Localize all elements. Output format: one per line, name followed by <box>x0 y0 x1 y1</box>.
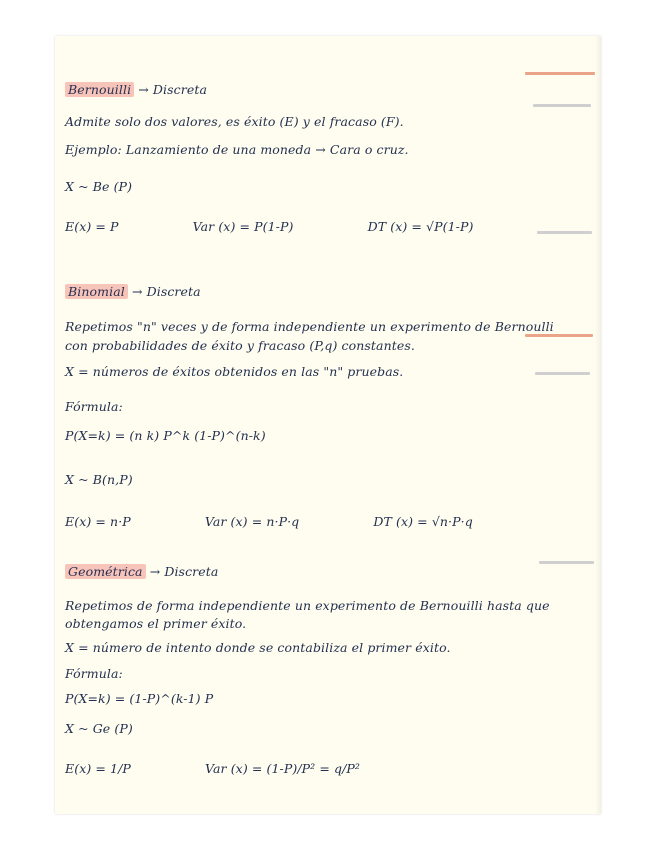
geometric-title: Geométrica <box>65 564 146 579</box>
binomial-type: → Discreta <box>131 284 201 299</box>
geometric-description-2: obtengamos el primer éxito. <box>65 616 247 631</box>
bernoulli-variance: Var (x) = P(1-P) <box>192 219 294 234</box>
binomial-description-2: con probabilidades de éxito y fracaso (P,q) constantes. <box>65 338 415 353</box>
binomial-title: Binomial <box>65 284 128 299</box>
binomial-formula: P(X=k) = (n k) P^k (1-P)^(n-k) <box>65 428 266 443</box>
geometric-formula: P(X=k) = (1-P)^(k-1) P <box>65 691 214 706</box>
binomial-heading <box>65 284 201 299</box>
page-tab-marker <box>539 561 594 564</box>
binomial-description-1: Repetimos "n" veces y de forma independiente un experimento de Bernoulli <box>65 319 554 334</box>
bernoulli-type: → Discreta <box>138 82 207 97</box>
bernoulli-example: Ejemplo: Lanzamiento de una moneda → Cara o cruz. <box>65 142 409 157</box>
page-tab-marker <box>525 334 593 337</box>
binomial-expectation: E(x) = n·P <box>65 514 131 529</box>
page-edge <box>595 36 601 814</box>
bernoulli-heading <box>65 82 207 97</box>
geometric-expectation: E(x) = 1/P <box>65 761 131 776</box>
binomial-variance: Var (x) = n·P·q <box>204 514 300 529</box>
geometric-variable: X = número de intento donde se contabiliza el primer éxito. <box>65 640 451 655</box>
binomial-variable: X = números de éxitos obtenidos en las "n" pruebas. <box>65 364 404 379</box>
page-tab-marker <box>533 104 591 107</box>
binomial-formula-label: Fórmula: <box>65 399 123 414</box>
notebook-page <box>55 36 601 814</box>
geometric-variance: Var (x) = (1-P)/P² = q/P² <box>205 761 361 776</box>
geometric-distribution: X ~ Ge (P) <box>65 721 133 736</box>
geometric-type: → Discreta <box>149 564 219 579</box>
binomial-std: DT (x) = √n·P·q <box>373 514 473 529</box>
bernoulli-distribution: X ~ Be (P) <box>65 179 133 194</box>
geometric-stats <box>65 761 360 776</box>
page-tab-marker <box>537 231 592 234</box>
bernoulli-expectation: E(x) = P <box>65 219 119 234</box>
binomial-stats <box>65 514 473 529</box>
page-tab-marker <box>525 72 595 75</box>
binomial-distribution: X ~ B(n,P) <box>65 472 133 487</box>
page-tab-marker <box>535 372 590 375</box>
bernoulli-std: DT (x) = √P(1-P) <box>367 219 474 234</box>
geometric-formula-label: Fórmula: <box>65 666 123 681</box>
bernoulli-description: Admite solo dos valores, es éxito (E) y el fracaso (F). <box>65 114 404 129</box>
bernoulli-title: Bernouilli <box>65 82 134 97</box>
bernoulli-stats <box>65 219 473 234</box>
geometric-heading <box>65 564 218 579</box>
geometric-description-1: Repetimos de forma independiente un experimento de Bernouilli hasta que <box>65 598 550 613</box>
